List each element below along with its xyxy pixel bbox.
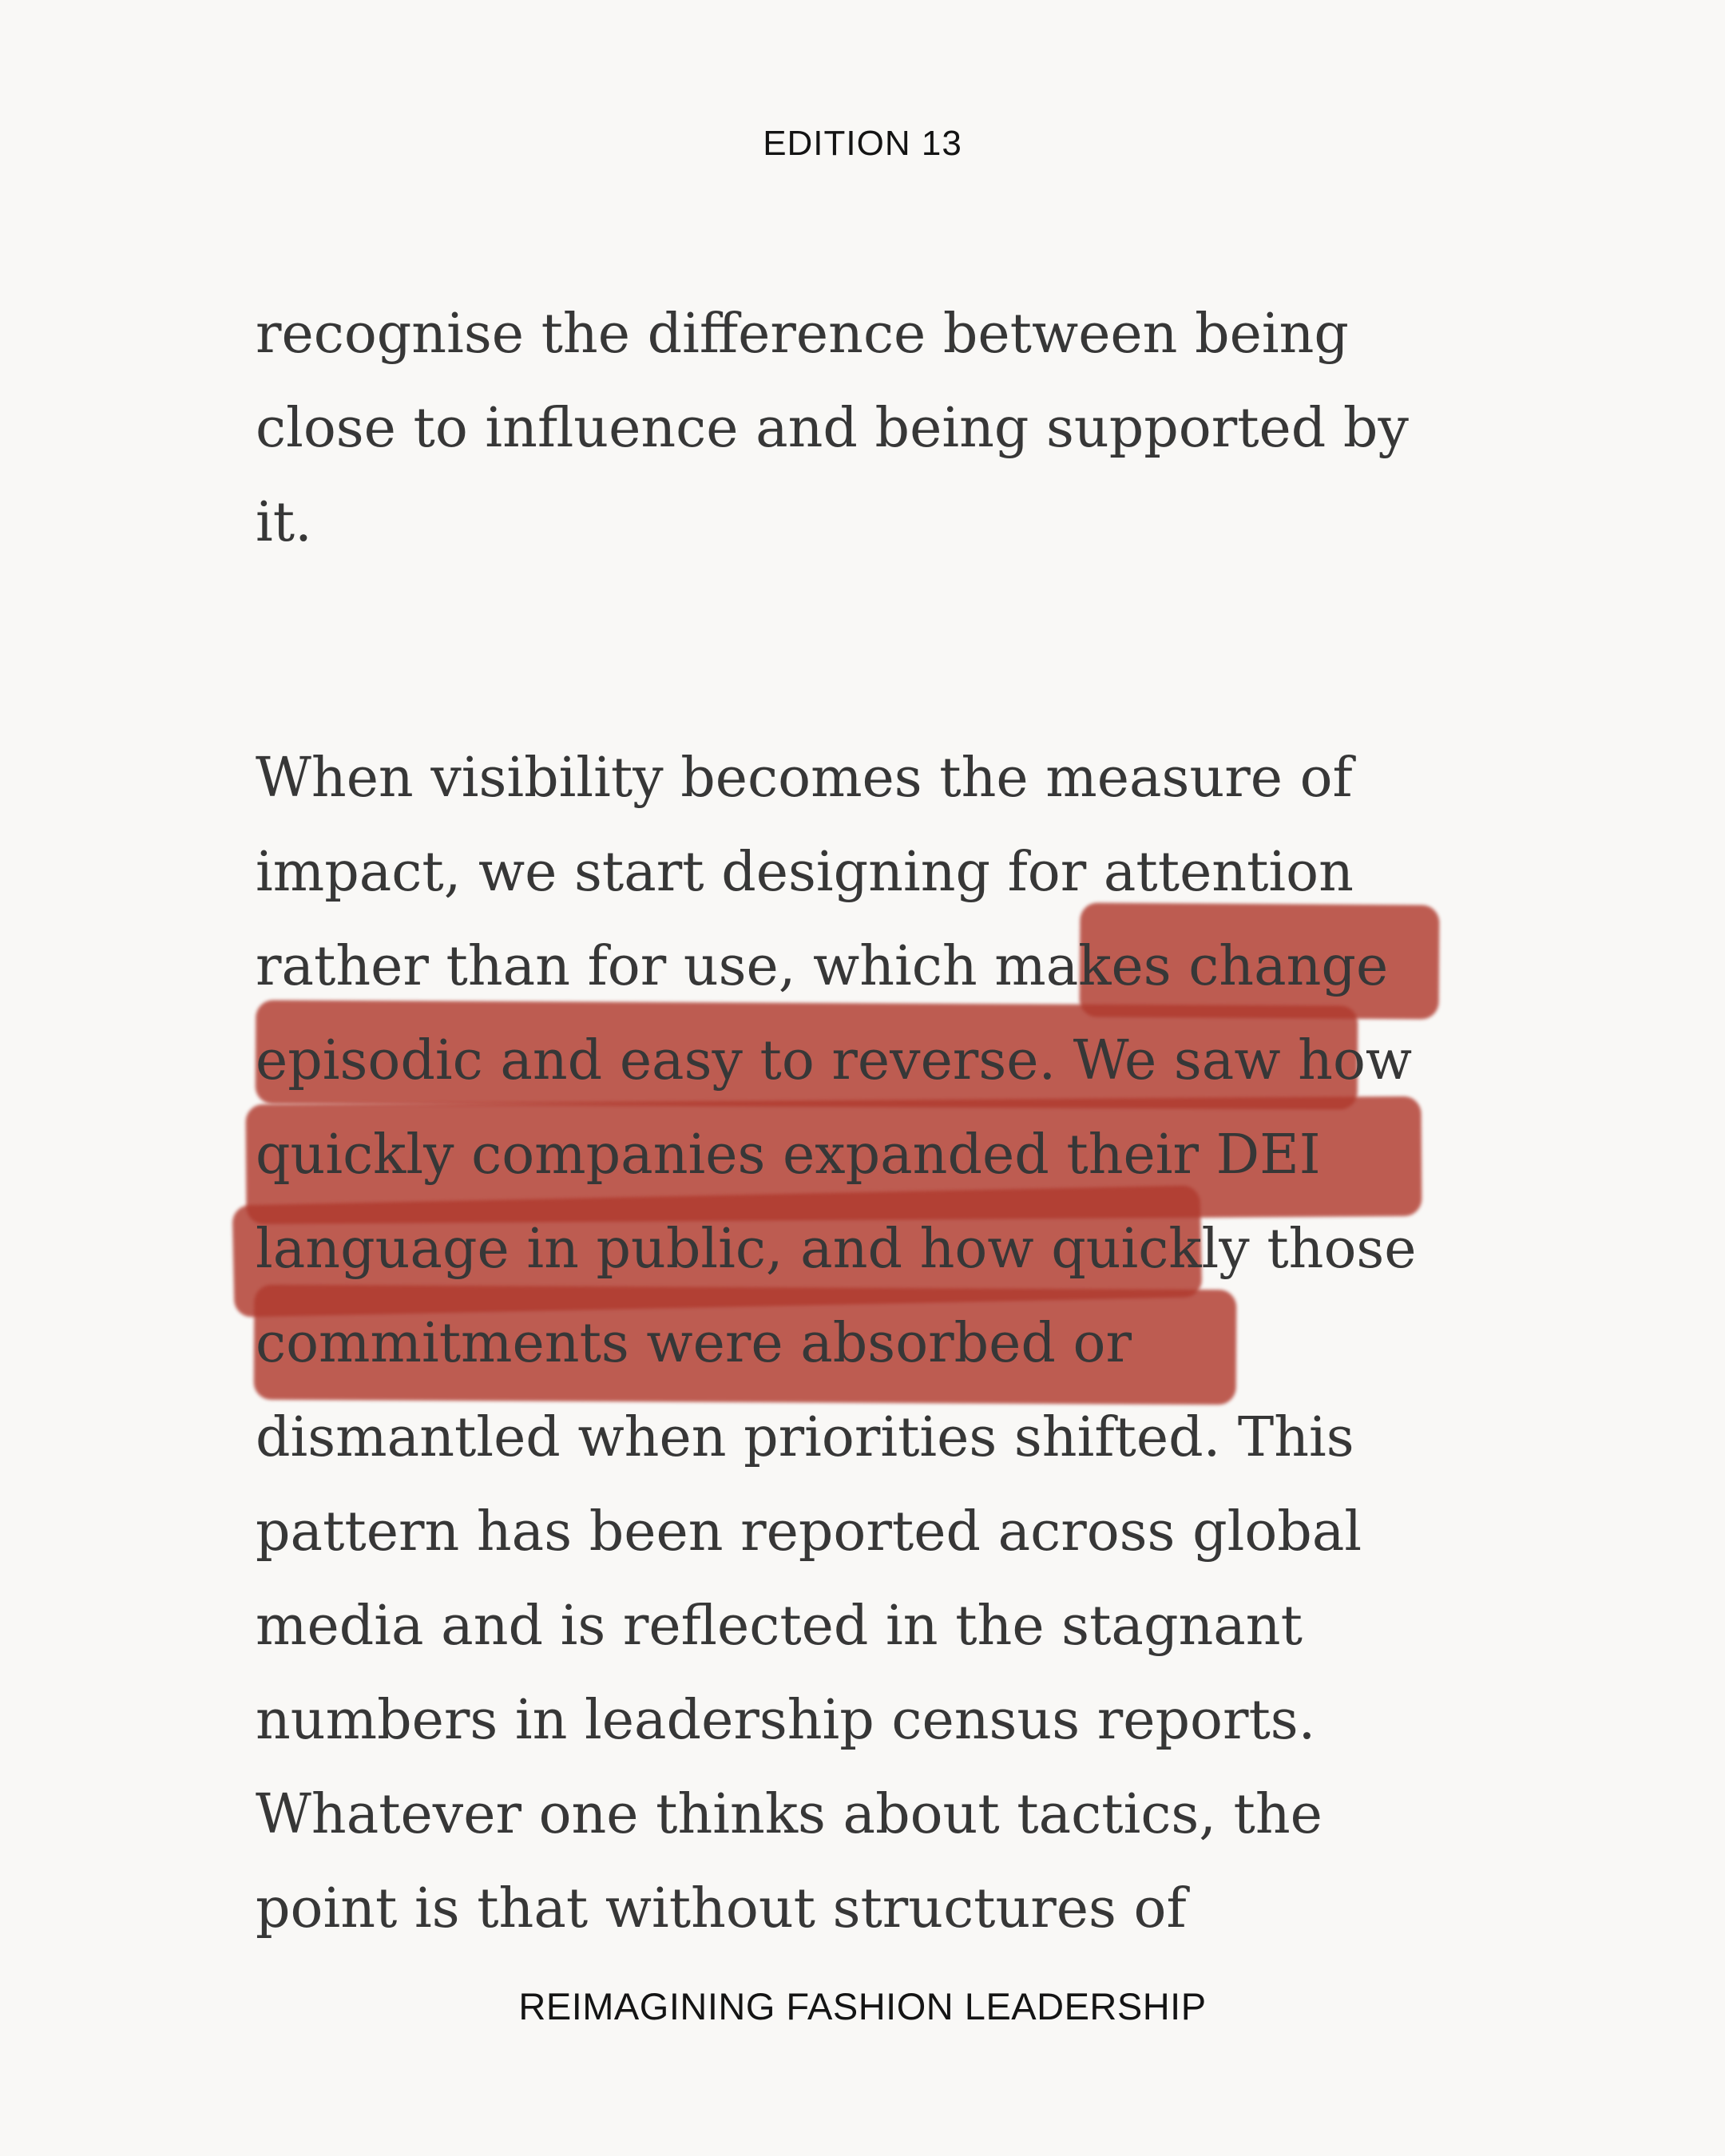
plain-text: This xyxy=(1220,1406,1354,1469)
text-line: close to influence and being supported by xyxy=(256,397,1409,460)
text-line: impact, we start designing for attention xyxy=(256,841,1354,904)
highlighted-text: quickly companies expanded their DEI xyxy=(256,1124,1321,1187)
highlighted-text: We saw how xyxy=(1073,1029,1413,1092)
paragraph-1 xyxy=(256,287,1501,570)
text-line: point is that without structures of xyxy=(256,1877,1187,1940)
text-line xyxy=(256,1108,1501,1203)
text-line: media and is reflected in the stagnant xyxy=(256,1595,1303,1658)
text-line xyxy=(256,1391,1501,1485)
text-line: numbers in leadership census reports. xyxy=(256,1689,1316,1752)
text-line: rather than for use, which makes change xyxy=(256,935,1389,998)
highlighted-text: language in public, and how quickly those xyxy=(256,1218,1417,1281)
text-line: it. xyxy=(256,491,312,554)
highlighted-text: commitments were absorbed or xyxy=(256,1312,1132,1375)
text-line: pattern has been reported across global xyxy=(256,1500,1362,1563)
text-line: When visibility becomes the measure of xyxy=(256,747,1353,810)
text-line: recognise the difference between being xyxy=(256,303,1349,366)
plain-text: episodic and easy to reverse. xyxy=(256,1029,1073,1092)
highlighted-text: dismantled when priorities shifted. xyxy=(256,1406,1221,1469)
article-body xyxy=(256,287,1501,1956)
text-line xyxy=(256,1014,1501,1108)
text-line: Whatever one thinks about tactics, the xyxy=(256,1783,1322,1846)
paragraph-2 xyxy=(256,731,1501,1956)
text-line xyxy=(256,1297,1501,1391)
edition-label: EDITION 13 xyxy=(763,124,962,163)
text-line xyxy=(256,1203,1501,1297)
series-title: REIMAGINING FASHION LEADERSHIP xyxy=(518,1985,1207,2027)
